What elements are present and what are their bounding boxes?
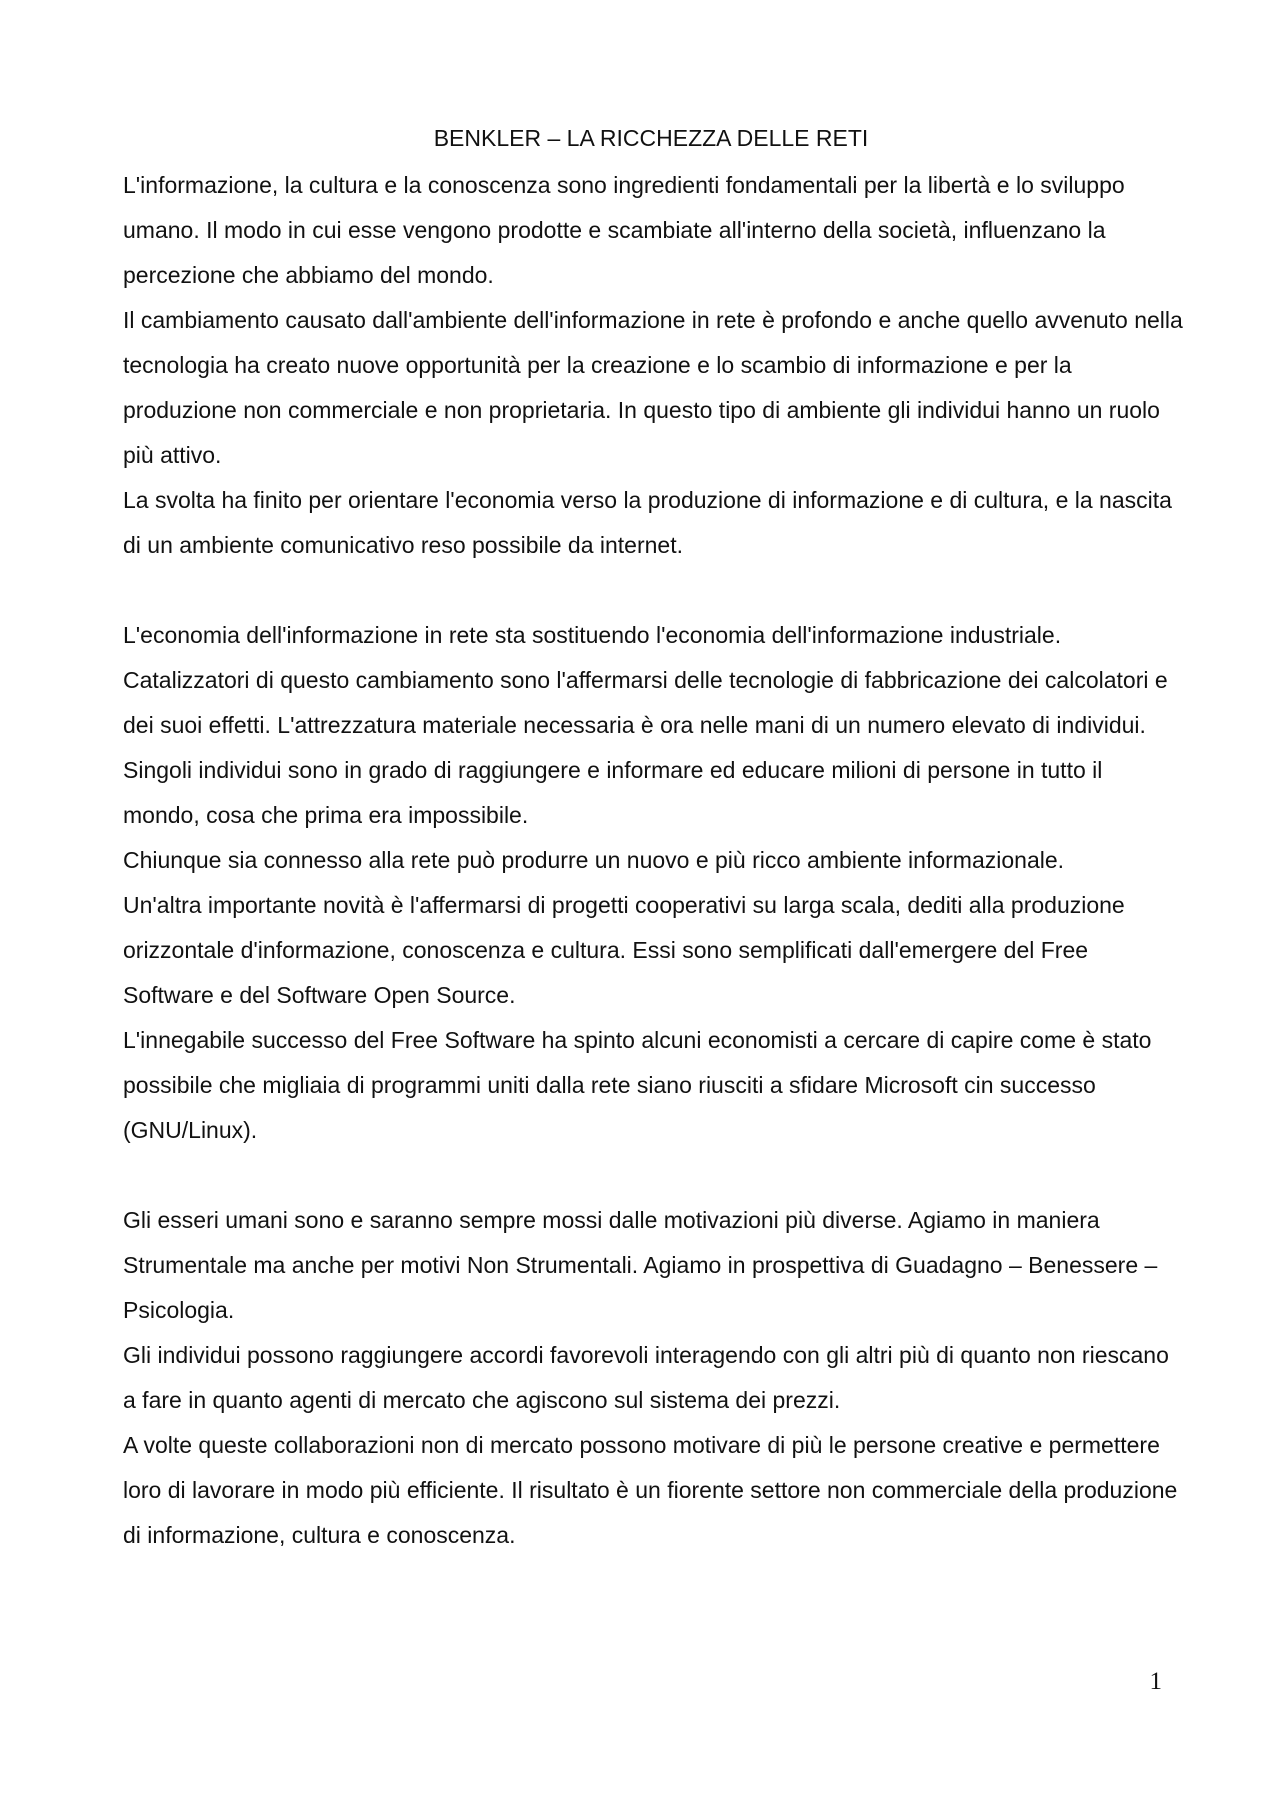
paragraph-gap — [123, 1153, 1183, 1198]
document-title: BENKLER – LA RICCHEZZA DELLE RETI — [433, 125, 869, 151]
paragraph: L'informazione, la cultura e la conoscenza sono ingredienti fondamentali per la libertà e lo sviluppo umano. Il modo in cui esse vengono prodotte e scambiate all'interno della società, influenzano la percezione che abbiamo del mondo. — [123, 172, 1125, 288]
document-body — [123, 163, 1183, 1558]
paragraph: Un'altra importante novità è l'affermarsi di progetti cooperativi su larga scala, dediti alla produzione orizzontale d'informazione, conoscenza e cultura. Essi sono semplificati dall'emergere del Free Software e del Software Open Source. — [123, 892, 1125, 1008]
paragraph: L'economia dell'informazione in rete sta sostituendo l'economia dell'informazione industriale. Catalizzatori di questo cambiamento sono l'affermarsi delle tecnologie di fabbricazione dei calcolatori e dei suoi effetti. L'attrezzatura materiale necessaria è ora nelle mani di un numero elevato di individui. — [123, 622, 1168, 738]
paragraph: Chiunque sia connesso alla rete può produrre un nuovo e più ricco ambiente informazionale. — [123, 847, 1065, 873]
page-number: 1 — [1149, 1668, 1162, 1695]
paragraph: Gli individui possono raggiungere accordi favorevoli interagendo con gli altri più di quanto non riescano a fare in quanto agenti di mercato che agiscono sul sistema dei prezzi. — [123, 1342, 1169, 1413]
paragraph: Singoli individui sono in grado di raggiungere e informare ed educare milioni di persone in tutto il mondo, cosa che prima era impossibile. — [123, 757, 1103, 828]
paragraph: A volte queste collaborazioni non di mercato possono motivare di più le persone creative e permettere loro di lavorare in modo più efficiente. Il risultato è un fiorente settore non commerciale della produzione di informazione, cultura e conoscenza. — [123, 1432, 1178, 1548]
paragraph: La svolta ha finito per orientare l'economia verso la produzione di informazione e di cultura, e la nascita di un ambiente comunicativo reso possibile da internet. — [123, 487, 1172, 558]
paragraph: Gli esseri umani sono e saranno sempre mossi dalle motivazioni più diverse. Agiamo in maniera Strumentale ma anche per motivi Non Strumentali. Agiamo in prospettiva di Guadagno – Benessere – Psicologia. — [123, 1207, 1158, 1323]
paragraph: Il cambiamento causato dall'ambiente dell'informazione in rete è profondo e anche quello avvenuto nella tecnologia ha creato nuove opportunità per la creazione e lo scambio di informazione e per la produzione non commerciale e non proprietaria. In questo tipo di ambiente gli individui hanno un ruolo più attivo. — [123, 307, 1183, 468]
paragraph-gap — [123, 568, 1183, 613]
paragraph: L'innegabile successo del Free Software ha spinto alcuni economisti a cercare di capire come è stato possibile che migliaia di programmi uniti dalla rete siano riusciti a sfidare Microsoft cin successo (GNU/Linux). — [123, 1027, 1152, 1143]
